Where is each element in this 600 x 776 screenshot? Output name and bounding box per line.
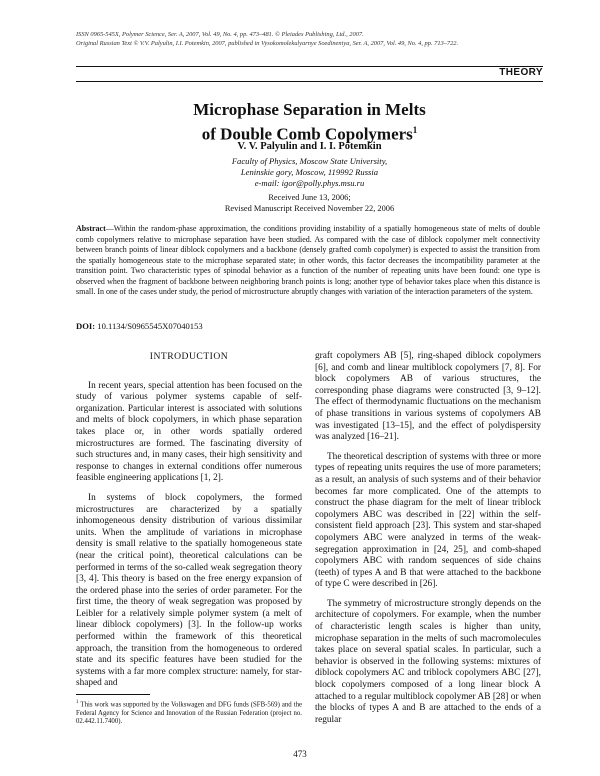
footnote-text: This work was supported by the Volkswagen and DFG funds (SFB-569) and the Federal Agency for Science and Innovation of the Russian Federation (project no. 02.442.11.7400).	[76, 701, 303, 726]
affiliation-line-2: Leninskie gory, Moscow, 119992 Russia	[240, 167, 379, 177]
title-footnote-mark: 1	[412, 125, 418, 135]
title-line-2-text: of Double Comb Copolymers	[201, 124, 413, 144]
header-line-issn: ISSN 0965-545X, Polymer Science, Ser. A, 2007, Vol. 49, No. 4, pp. 473–481. © Pleiades Publishing, Ltd., 2007.	[76, 31, 364, 38]
footnote-rule	[76, 694, 150, 695]
affiliation-email: e-mail: igor@polly.phys.msu.ru	[254, 178, 365, 188]
section-rule	[76, 81, 543, 82]
affiliation-line-1: Faculty of Physics, Moscow State University,	[231, 156, 388, 166]
doi	[76, 321, 203, 331]
paper-title	[76, 99, 543, 145]
paragraph: In recent years, special attention has been focused on the study of various polymer systems capable of self-organization. Particular interest is associated with solutions and melts of block copolymers, in which phase separation takes place or, in other words spatially ordered microstructures are formed. The fascinating diversity of such structures and, in many cases, their high sensitivity and response to changes in external conditions offer numerous feasible engineering applications [1, 2].	[76, 380, 302, 484]
section-label: THEORY	[499, 67, 543, 78]
title-line-1: Microphase Separation in Melts	[193, 100, 426, 119]
footnote-mark: 1	[76, 700, 79, 705]
authors: V. V. Palyulin and I. I. Potemkin	[237, 141, 382, 152]
doi-label: DOI:	[76, 321, 96, 331]
doi-value[interactable]: 10.1134/S0965545X07040153	[97, 321, 203, 331]
header-rule	[76, 66, 543, 67]
dates	[76, 192, 543, 214]
footnote	[76, 699, 302, 726]
paragraph: graft copolymers AB [5], ring-shaped diblock copolymers [6], and comb and linear multiblock copolymers [7, 8]. For block copolymers AB of various structures, the corresponding phase diagrams were constructed [3, 9–12]. The effect of thermodynamic fluctuations on the mechanism of phase transitions in various systems of copolymers AB was investigated [13–15], and the effect of polydispersity was analyzed [16–21].	[315, 351, 541, 443]
affiliation	[76, 156, 543, 189]
abstract-label: Abstract	[76, 224, 106, 233]
running-header	[76, 30, 536, 48]
paragraph: The symmetry of microstructure strongly depends on the architecture of copolymers. For example, when the number of characteristic length scales is higher than unity, microphase separation in the melts of such macromolecules takes place on several spatial scales. In particular, such a behavior is observed in the following systems: mixtures of diblock copolymers AC and triblock copolymers ABC [27], block copolymers composed of a long linear block A attached to a regular multiblock copolymer AB [28] or when the blocks of types A and B are attached to the ends of a regular	[315, 598, 541, 725]
left-column	[76, 351, 302, 690]
page-number: 473	[293, 749, 307, 759]
received-date: Received June 13, 2006;	[268, 193, 351, 202]
paragraph: In systems of block copolymers, the formed microstructures are characterized by a spatially inhomogeneous density distribution of various dissimilar units. When the amplitude of variations in microphase density is small relative to the spatially homogeneous state (near the critical point), theoretical calculations can be performed in terms of the so-called weak segregation theory [3, 4]. This theory is based on the free energy expansion of the ordered phase into the series of order parameter. For the first time, the theory of weak segregation was proposed by Leibler for a relatively simple polymer system (a melt of linear diblock copolymers) [3]. In the follow-up works performed within the framework of this theoretical approach, the transition from the homogeneous to ordered state and its specific features have been studied for the systems with a far more complex structure: namely, for star-shaped and	[76, 492, 302, 689]
revised-date: Revised Manuscript Received November 22, 2006	[224, 204, 395, 213]
header-line-original: Original Russian Text © V.V. Palyulin, I.I. Potemkin, 2007, published in Vysokomolekulyarnye Soedineniya, Ser. A, 2007, Vol. 49, No. 4, pp. 713–722.	[76, 40, 459, 47]
section-heading-introduction: INTRODUCTION	[149, 351, 229, 362]
paragraph: The theoretical description of systems with three or more types of repeating units requires the use of more parameters; as a result, an analysis of such systems and of their behavior becomes far more complicated. One of the attempts to construct the phase diagram for the melt of linear triblock copolymers ABC was described in [22] within the self-consistent field approach [23]. This system and star-shaped copolymers ABC were analyzed in terms of the weak-segregation approximation in [24, 25], and comb-shaped copolymers ABC with random sequences of side chains (teeth) of types A and B that were attached to the backbone of type C were described in [26].	[315, 451, 541, 590]
right-column	[315, 351, 541, 726]
abstract-text: —Within the random-phase approximation, the conditions providing instability of a spatially homogeneous state of melts of double comb copolymers relative to microphase separation have been studied. As compared with the case of diblock copolymer melt connectivity between branch points of linear diblock copolymers and a backbone (densely grafted comb copolymer) is expected to assist the transition from the spatially homogeneous state to the microphase separated state; in other words, this factor decreases the incompatibility parameter at the transition point. Two characteristic types of spinodal behavior as a function of the number of repeating units have been found: one type is observed when the fragment of backbone between neighboring branch points is long; another type of behavior takes place when this distance is small. In one of the cases under study, the period of microstructure abruptly changes with variation of the interaction parameters of the system.	[76, 224, 540, 296]
abstract	[76, 224, 540, 298]
